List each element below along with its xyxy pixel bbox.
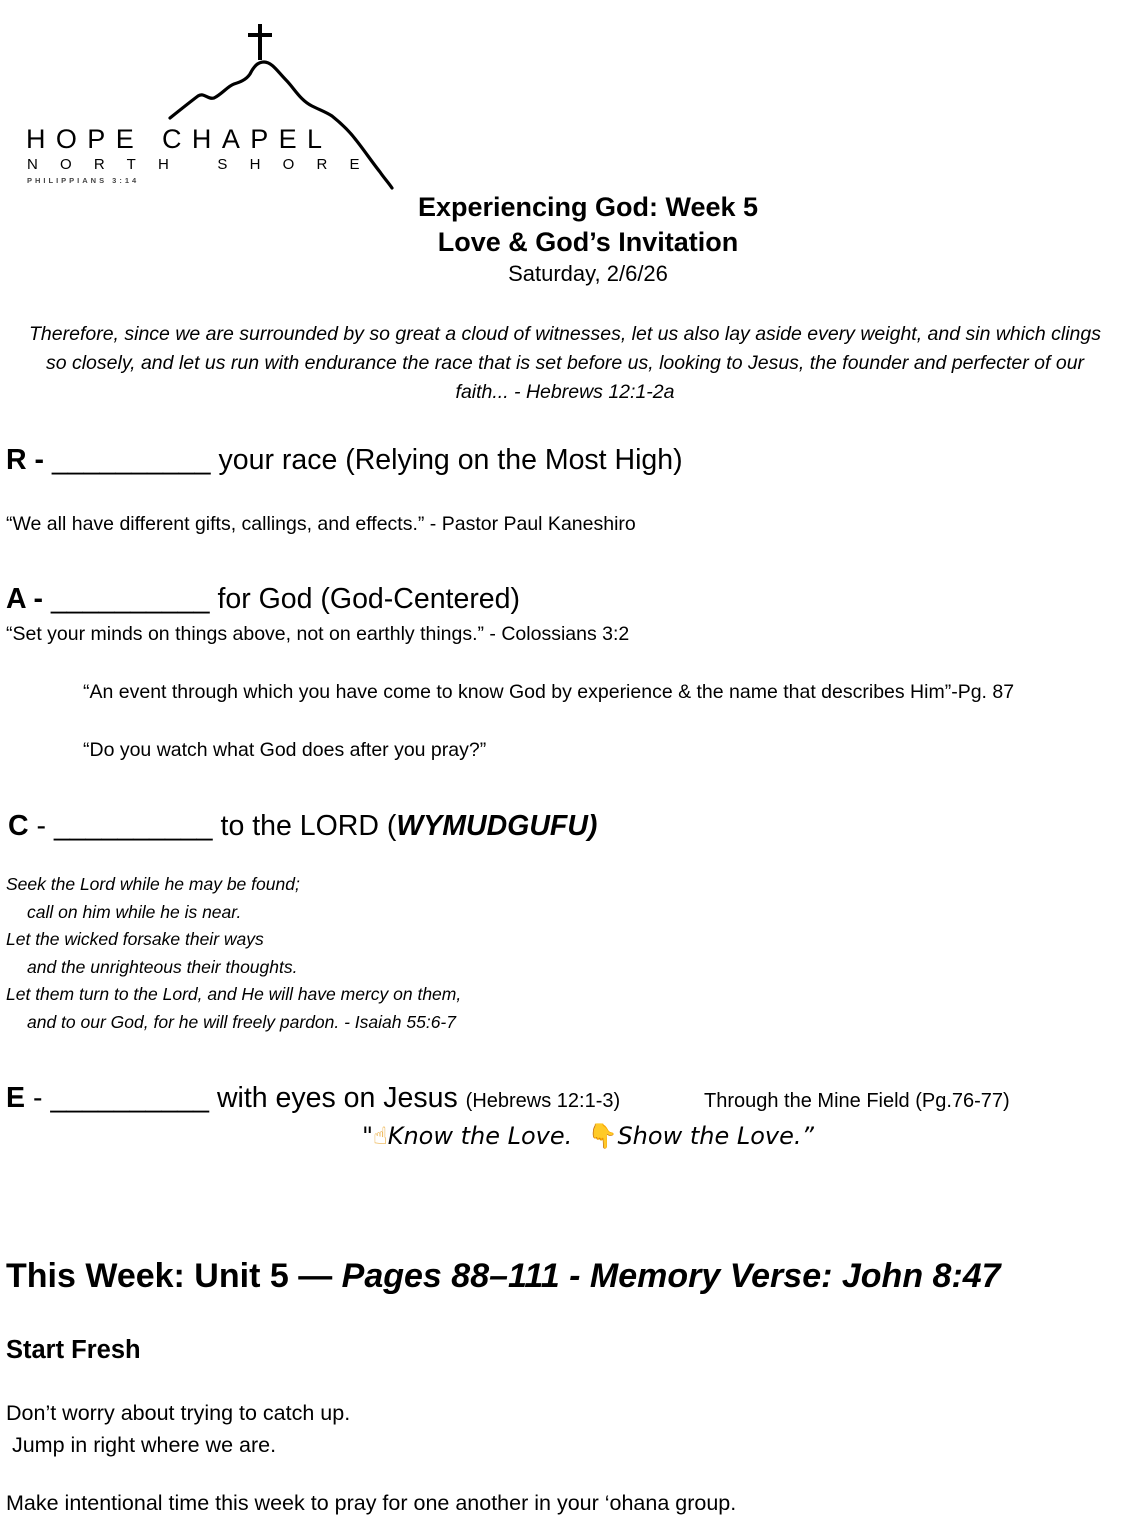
this-week-label: This Week: Unit 5 —	[6, 1257, 333, 1295]
section-c-letter: C	[8, 810, 29, 842]
section-a-note-2: “Do you watch what God does after you pray?”	[83, 739, 487, 761]
isaiah-line: Seek the Lord while he may be found;	[6, 874, 300, 894]
section-e-text: with eyes on Jesus	[216, 1082, 458, 1114]
know-the-love: Know the Love.	[387, 1122, 573, 1150]
section-e-heading	[6, 1081, 620, 1118]
section-c-text: to the LORD (	[220, 810, 397, 842]
logo-scripture: PHILIPPIANS 3:14	[27, 176, 140, 185]
pointing-up-icon: ☝	[373, 1122, 388, 1150]
start-fresh-line-2: Jump in right where we are.	[6, 1433, 277, 1457]
motto-quote-mark: "	[362, 1122, 374, 1150]
section-e-letter: E	[6, 1082, 26, 1114]
hebrews-verse: Therefore, since we are surrounded by so great a cloud of witnesses, let us also lay aside every weight, and sin which clings so closely, and let us run with endurance the race that is set before us, looking to Jesus, the founder and perfecter of our faith... - Hebrews 12:1-2a	[29, 323, 1101, 403]
section-r-blank: __________	[52, 444, 211, 476]
section-a-heading	[6, 582, 520, 616]
logo-name: HOPE CHAPEL	[26, 124, 333, 154]
this-week-pages: Pages 88–111 - Memory Verse: John 8:47	[341, 1257, 1001, 1295]
section-r-heading	[6, 443, 683, 477]
section-a-quote: “Set your minds on things above, not on earthly things.” - Colossians 3:2	[6, 623, 630, 645]
section-e-blank: __________	[50, 1082, 209, 1114]
section-r-letter: R -	[6, 444, 44, 476]
isaiah-line: call on him while he is near.	[27, 901, 242, 922]
section-r-text: your race (Relying on the Most High)	[218, 444, 683, 476]
section-c-heading	[8, 809, 597, 843]
page-date: Saturday, 2/6/26	[508, 261, 668, 286]
logo-location: NORTH SHORE	[27, 156, 382, 173]
section-a-note-1: “An event through which you have come to know God by experience & the name that describes Him”-Pg. 87	[83, 681, 1015, 703]
isaiah-line: Let them turn to the Lord, and He will have mercy on them,	[6, 984, 462, 1004]
start-fresh-line-3: Make intentional time this week to pray for one another in your ‘ohana group.	[6, 1491, 737, 1515]
isaiah-passage	[6, 871, 461, 1036]
page-title: Experiencing God: Week 5	[417, 192, 759, 222]
section-e-minefield: Through the Mine Field (Pg.76-77)	[704, 1090, 1010, 1112]
show-the-love: Show the Love.”	[617, 1122, 814, 1150]
this-week-heading	[6, 1255, 1001, 1297]
start-fresh-heading: Start Fresh	[6, 1336, 141, 1364]
know-show-motto	[0, 1119, 1122, 1153]
section-e-dash: -	[32, 1082, 43, 1114]
section-a-letter: A -	[6, 583, 43, 615]
section-c-emphasis: WYMUDGUFU)	[396, 810, 598, 842]
section-a-text: for God (God-Centered)	[217, 583, 521, 615]
section-c-dash: -	[36, 810, 47, 842]
pointing-down-icon: 👇	[587, 1122, 618, 1150]
start-fresh-line-1: Don’t worry about trying to catch up.	[6, 1401, 351, 1425]
isaiah-line: and the unrighteous their thoughts.	[27, 956, 298, 977]
page-subtitle: Love & God’s Invitation	[437, 227, 739, 257]
section-r-quote: “We all have different gifts, callings, and effects.” - Pastor Paul Kaneshiro	[6, 513, 636, 535]
section-e-ref: (Hebrews 12:1-3)	[465, 1090, 621, 1112]
section-c-blank: __________	[54, 810, 213, 842]
isaiah-line: and to our God, for he will freely pardon. - Isaiah 55:6-7	[27, 1011, 456, 1032]
isaiah-line: Let the wicked forsake their ways	[6, 929, 264, 949]
church-logo	[20, 20, 400, 192]
section-a-blank: __________	[50, 583, 210, 615]
